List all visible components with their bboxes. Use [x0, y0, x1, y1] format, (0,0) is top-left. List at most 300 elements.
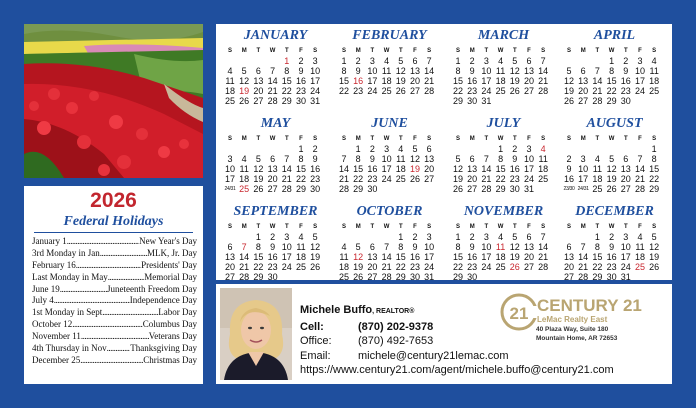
calendar-day: 19 — [239, 86, 250, 96]
calendar-day: 25 — [395, 174, 406, 184]
calendar-day: 19 — [253, 174, 264, 184]
c21-seal-icon — [499, 292, 539, 332]
calendar-day: 30 — [367, 184, 378, 194]
calendar-day: 8 — [455, 242, 461, 252]
holiday-date: January 1 — [32, 236, 67, 246]
calendar-day: 17 — [281, 252, 292, 262]
federal-holidays-panel — [24, 186, 203, 384]
calendar-day: 5 — [512, 56, 518, 66]
holiday-row — [32, 295, 197, 307]
calendar-day: 3 — [483, 232, 489, 242]
calendar-day: 3 — [312, 56, 318, 66]
calendar-day: 28 — [578, 272, 589, 282]
holiday-row — [32, 355, 197, 367]
calendar-day: 29 — [452, 272, 463, 282]
weekday-label: S — [541, 136, 546, 142]
calendar-day: 10 — [224, 164, 235, 174]
holiday-name: Christmas Day — [143, 354, 197, 365]
calendar-day: 19 — [353, 262, 364, 272]
day-grid — [563, 144, 666, 204]
calendar-day: 17 — [310, 76, 321, 86]
weekday-label: F — [413, 48, 417, 54]
agent-office-phone[interactable]: (870) 492-7653 — [358, 335, 434, 347]
calendar-day: 17 — [523, 164, 534, 174]
calendar-day: 11 — [635, 242, 645, 252]
weekday-label: M — [580, 48, 586, 54]
calendar-day: 2 — [469, 232, 475, 242]
month-name: NOVEMBER — [463, 204, 544, 219]
holidays-year: 2026 — [90, 189, 137, 212]
calendar-day: 5 — [512, 232, 518, 242]
calendar-day: 16 — [310, 164, 321, 174]
calendar-day: 3 — [426, 232, 432, 242]
weekday-label: W — [497, 136, 504, 142]
calendar-day: 26 — [563, 96, 574, 106]
day-grid — [563, 56, 666, 116]
calendar-day: 29 — [353, 184, 364, 194]
calendar-day: 2 — [623, 56, 629, 66]
calendar-day: 31 — [424, 272, 435, 282]
calendar-day: 3 — [227, 154, 233, 164]
calendar-day: 4 — [241, 154, 247, 164]
calendar-day: 14 — [592, 76, 603, 86]
calendar-day: 26 — [649, 262, 660, 272]
calendar-day: 2 — [369, 144, 375, 154]
calendar-day: 13 — [367, 252, 378, 262]
calendar-day: 16 — [409, 252, 420, 262]
calendar-day: 8 — [455, 66, 461, 76]
leader-dots — [72, 319, 142, 331]
calendar-day: 10 — [281, 242, 292, 252]
calendar-day: 31 — [481, 96, 492, 106]
calendar-day: 23 — [409, 262, 420, 272]
calendar-day: 2 — [355, 56, 361, 66]
weekday-label: S — [652, 136, 657, 142]
weekday-label: T — [256, 48, 261, 54]
calendar-day: 8 — [284, 66, 290, 76]
month-name: JANUARY — [243, 28, 308, 43]
weekday-label: S — [455, 224, 460, 230]
address-line-1: 40 Plaza Way, Suite 180 — [536, 326, 609, 333]
month-name: OCTOBER — [356, 204, 423, 219]
calendar-day: 3 — [384, 144, 390, 154]
weekday-label: M — [355, 136, 361, 142]
calendar-day: 9 — [369, 154, 375, 164]
calendar-day: 14 — [338, 164, 349, 174]
calendar-day: 22 — [495, 174, 506, 184]
calendar-day: 30 — [467, 96, 478, 106]
calendar-day: 10 — [367, 66, 378, 76]
leader-dots — [81, 331, 149, 343]
agent-cell-line — [300, 321, 433, 333]
weekday-header — [224, 47, 327, 55]
calendar-day: 28 — [538, 86, 549, 96]
weekday-label: S — [566, 224, 571, 230]
holiday-row — [32, 307, 197, 319]
calendar-day: 8 — [341, 66, 347, 76]
calendar-day: 24 — [367, 86, 378, 96]
calendar-day: 5 — [355, 242, 361, 252]
calendar-day: 20 — [620, 174, 631, 184]
calendar-day: 29 — [649, 184, 660, 194]
calendar-day: 9 — [312, 154, 318, 164]
calendar-day: 18 — [592, 174, 603, 184]
weekday-label: F — [638, 224, 642, 230]
calendar-day: 8 — [355, 154, 361, 164]
weekday-label: T — [484, 48, 489, 54]
calendar-day: 4 — [227, 66, 233, 76]
holiday-name: Presidents' Day — [141, 259, 197, 270]
calendar-day: 1 — [498, 144, 504, 154]
calendar-day: 14 — [538, 66, 549, 76]
calendar-day: 6 — [526, 232, 532, 242]
calendar-day: 13 — [424, 154, 435, 164]
agent-email[interactable]: michele@century21lemac.com — [358, 350, 509, 362]
calendar-day: 15 — [253, 252, 264, 262]
weekday-label: T — [484, 136, 489, 142]
calendar-day: 9 — [469, 242, 475, 252]
calendar-day: 21 — [381, 262, 392, 272]
holiday-row — [32, 248, 197, 260]
calendar-day: 26 — [395, 86, 406, 96]
calendar-day: 10 — [523, 154, 534, 164]
calendar-day: 12 — [239, 76, 250, 86]
weekday-header — [338, 47, 441, 55]
calendar-day: 13 — [467, 164, 478, 174]
weekday-label: W — [383, 48, 390, 54]
calendar-day: 18 — [338, 262, 349, 272]
month-name: SEPTEMBER — [233, 204, 318, 219]
calendar-day: 23 — [367, 174, 378, 184]
calendar-day: 24 — [310, 86, 321, 96]
weekday-header — [563, 223, 666, 231]
holidays-title-rule — [34, 232, 193, 233]
holiday-row — [32, 272, 197, 284]
weekday-label: S — [427, 136, 432, 142]
calendar-day: 16 — [467, 76, 478, 86]
calendar-day: 8 — [398, 242, 404, 252]
calendar-day: 18 — [495, 76, 506, 86]
logo-mark: 21 — [509, 304, 529, 323]
calendar-day: 23 — [295, 86, 306, 96]
holiday-date: 3rd Monday in Jan — [32, 247, 100, 258]
calendar-day: 7 — [241, 242, 247, 252]
calendar-day: 18 — [634, 252, 645, 262]
holiday-name: Thanksgiving Day — [130, 343, 197, 354]
calendar-day: 19 — [409, 164, 420, 174]
weekday-label: W — [383, 224, 390, 230]
weekday-label: F — [527, 136, 531, 142]
holiday-name: New Year's Day — [139, 236, 197, 246]
calendar-day: 2 — [312, 144, 318, 154]
calendar-day: 3 — [623, 232, 629, 242]
calendar-day: 20 — [578, 86, 589, 96]
calendar-day: 10 — [310, 66, 321, 76]
calendar-day: 17 — [634, 76, 645, 86]
weekday-label: T — [370, 224, 375, 230]
calendar-day: 27 — [578, 96, 589, 106]
holiday-date: Last Monday in May — [32, 271, 108, 282]
weekday-label: F — [413, 136, 417, 142]
holiday-row — [32, 236, 197, 248]
calendar-day: 30 — [606, 272, 617, 282]
agent-name-line — [300, 304, 414, 316]
tulip-garden-image — [24, 24, 203, 178]
calendar-day: 15 — [353, 164, 364, 174]
calendar-day: 29 — [452, 96, 463, 106]
weekday-header — [563, 47, 666, 55]
calendar-day: 26 — [409, 174, 420, 184]
agent-url[interactable]: https://www.century21.com/agent/michele.buffo@century21.com — [300, 364, 614, 376]
calendar-day: 14 — [281, 164, 292, 174]
calendar-day: 2 — [270, 232, 276, 242]
weekday-label: W — [497, 48, 504, 54]
weekday-label: T — [370, 48, 375, 54]
weekday-label: S — [313, 48, 318, 54]
calendar-day: 13 — [620, 164, 631, 174]
weekday-label: M — [355, 48, 361, 54]
calendar-day: 15 — [338, 76, 349, 86]
calendar-day: 25 — [338, 272, 349, 282]
day-grid — [452, 56, 555, 116]
weekday-label: T — [512, 136, 517, 142]
calendar-day: 7 — [341, 154, 347, 164]
calendar-day: 8 — [594, 242, 600, 252]
weekday-label: S — [313, 224, 318, 230]
calendar-day: 22 — [295, 174, 306, 184]
agent-office-line — [300, 335, 433, 347]
weekday-label: T — [284, 48, 289, 54]
calendar-day: 10 — [424, 242, 435, 252]
email-label: Email: — [300, 350, 331, 362]
calendar-day: 18 — [239, 174, 250, 184]
calendar-day: 7 — [270, 66, 276, 76]
calendar-day: 16 — [295, 76, 306, 86]
weekday-label: M — [355, 224, 361, 230]
month-name: AUGUST — [586, 116, 643, 131]
weekday-label: S — [541, 224, 546, 230]
weekday-header — [338, 135, 441, 143]
calendar-day: 1 — [355, 144, 361, 154]
calendar-day: 19 — [452, 174, 463, 184]
calendar-day: 9 — [355, 66, 361, 76]
calendar-day: 4 — [341, 242, 347, 252]
calendar-day: 1 — [455, 56, 461, 66]
calendar-day: 1 — [594, 232, 600, 242]
leader-dots — [54, 295, 130, 307]
weekday-label: S — [313, 136, 318, 142]
calendar-day: 11 — [225, 76, 235, 86]
calendar-day: 23 — [310, 174, 321, 184]
weekday-label: M — [580, 136, 586, 142]
calendar-day: 28 — [481, 184, 492, 194]
calendar-day: 12 — [452, 164, 463, 174]
calendar-day: 16 — [353, 76, 364, 86]
calendar-day: 25 — [495, 86, 506, 96]
brand-name: CENTURY 21 — [537, 296, 642, 315]
calendar-day: 30 — [267, 272, 278, 282]
calendar-day: 7 — [384, 242, 390, 252]
month-name: MARCH — [477, 28, 530, 43]
calendar-day: 25 — [239, 184, 250, 194]
calendar-day: 5 — [651, 232, 657, 242]
year-calendar — [216, 24, 672, 280]
calendar-day: 26 — [509, 262, 520, 272]
calendar-day: 21 — [424, 76, 435, 86]
calendar-day: 9 — [609, 242, 615, 252]
calendar-day: 26 — [353, 272, 364, 282]
calendar-day: 25 — [634, 262, 645, 272]
agent-cell-phone[interactable]: (870) 202-9378 — [358, 321, 434, 333]
weekday-label: S — [455, 48, 460, 54]
month-name: JUNE — [371, 116, 408, 131]
calendar-day: 11 — [538, 154, 548, 164]
weekday-label: F — [299, 136, 303, 142]
calendar-day: 26 — [606, 184, 617, 194]
calendar-day: 27 — [409, 86, 420, 96]
calendar-day: 13 — [253, 76, 264, 86]
calendar-day: 18 — [295, 252, 306, 262]
day-grid — [224, 144, 327, 204]
weekday-label: F — [527, 48, 531, 54]
weekday-label: F — [527, 224, 531, 230]
calendar-day: 4 — [298, 232, 304, 242]
calendar-day: 11 — [296, 242, 306, 252]
month-name: MAY — [260, 116, 291, 131]
calendar-day: 20 — [424, 164, 435, 174]
calendar-day: 20 — [467, 174, 478, 184]
calendar-day: 23 — [267, 262, 278, 272]
weekday-label: W — [269, 136, 276, 142]
calendar-day: 5 — [566, 66, 572, 76]
calendar-day: 17 — [224, 174, 235, 184]
calendar-day: 21 — [592, 86, 603, 96]
holiday-name: Columbus Day — [142, 319, 197, 330]
calendar-day: 27 — [224, 272, 235, 282]
calendar-day: 11 — [592, 164, 603, 174]
calendar-day: 28 — [239, 272, 250, 282]
calendar-day: 13 — [224, 252, 235, 262]
month-name: DECEMBER — [575, 204, 654, 219]
calendar-day: 19 — [606, 174, 617, 184]
calendar-day: 25 — [381, 86, 392, 96]
calendar-day: 11 — [495, 242, 506, 252]
weekday-label: W — [497, 224, 504, 230]
calendar-day: 12 — [509, 242, 520, 252]
leader-dots — [102, 307, 158, 319]
calendar-day: 1 — [284, 56, 290, 66]
calendar-day: 7 — [483, 154, 489, 164]
leader-dots — [107, 343, 131, 355]
calendar-day: 13 — [523, 66, 534, 76]
holiday-row — [32, 284, 197, 296]
agent-title: , REALTOR® — [372, 308, 415, 315]
calendar-day: 21 — [338, 174, 349, 184]
calendar-day: 27 — [523, 262, 534, 272]
cell-label: Cell: — [300, 321, 324, 333]
weekday-label: S — [227, 224, 232, 230]
calendar-day: 14 — [481, 164, 492, 174]
calendar-day: 6 — [255, 66, 261, 76]
weekday-label: T — [623, 136, 628, 142]
calendar-day: 3 — [483, 56, 489, 66]
calendar-day: 16 — [563, 174, 574, 184]
calendar-day: 25 — [224, 96, 235, 106]
weekday-label: S — [652, 224, 657, 230]
calendar-day: 30 — [310, 184, 321, 194]
calendar-day: 18 — [495, 252, 506, 262]
calendar-day: 15 — [592, 252, 603, 262]
calendar-day: 16 — [267, 252, 278, 262]
day-grid — [338, 144, 441, 204]
calendar-day: 25 — [495, 262, 506, 272]
calendar-day: 6 — [412, 56, 418, 66]
holiday-name: Labor Day — [158, 307, 197, 318]
holiday-date: June 19 — [32, 283, 60, 294]
day-grid — [224, 56, 327, 116]
weekday-label: F — [299, 224, 303, 230]
calendar-day: 2 — [609, 232, 615, 242]
calendar-day: 12 — [409, 154, 420, 164]
weekday-label: M — [469, 48, 475, 54]
calendar-day: 10 — [620, 242, 631, 252]
calendar-day: 31 — [620, 272, 631, 282]
calendar-day: 7 — [637, 154, 643, 164]
weekday-header — [224, 135, 327, 143]
calendar-day: 11 — [339, 252, 349, 262]
calendar-day: 12 — [606, 164, 617, 174]
calendar-day: 30 — [620, 96, 631, 106]
calendar-day: 21 — [481, 174, 492, 184]
calendar-day: 1 — [298, 144, 304, 154]
calendar-day: 23/30 — [563, 186, 575, 192]
weekday-label: T — [256, 136, 261, 142]
calendar-day: 15 — [452, 76, 463, 86]
calendar-day: 6 — [426, 144, 432, 154]
holiday-date: 4th Thursday in Nov — [32, 343, 107, 354]
weekday-label: T — [595, 48, 600, 54]
weekday-header — [338, 223, 441, 231]
weekday-label: F — [413, 224, 417, 230]
calendar-day: 13 — [267, 164, 278, 174]
calendar-day: 5 — [609, 154, 615, 164]
calendar-day: 27 — [367, 272, 378, 282]
calendar-day: 29 — [295, 184, 306, 194]
calendar-day: 24 — [281, 262, 292, 272]
calendar-day: 6 — [469, 154, 475, 164]
weekday-label: S — [566, 48, 571, 54]
calendar-day: 17 — [481, 252, 492, 262]
month-name: FEBRUARY — [352, 28, 427, 43]
weekday-label: F — [299, 48, 303, 54]
month-name: APRIL — [593, 28, 636, 43]
calendar-day: 3 — [284, 232, 290, 242]
calendar-day: 6 — [526, 56, 532, 66]
calendar-day: 22 — [649, 174, 660, 184]
calendar-day: 29 — [495, 184, 506, 194]
calendar-day: 8 — [609, 66, 615, 76]
month-name: JULY — [486, 116, 521, 131]
calendar-day: 4 — [651, 56, 657, 66]
calendar-day: 6 — [580, 66, 586, 76]
calendar-day: 16 — [620, 76, 631, 86]
calendar-day: 7 — [284, 154, 290, 164]
calendar-day: 25 — [649, 86, 660, 96]
calendar-day: 27 — [424, 174, 435, 184]
calendar-day: 9 — [270, 242, 276, 252]
calendar-day: 30 — [509, 184, 520, 194]
calendar-day: 16 — [606, 252, 617, 262]
